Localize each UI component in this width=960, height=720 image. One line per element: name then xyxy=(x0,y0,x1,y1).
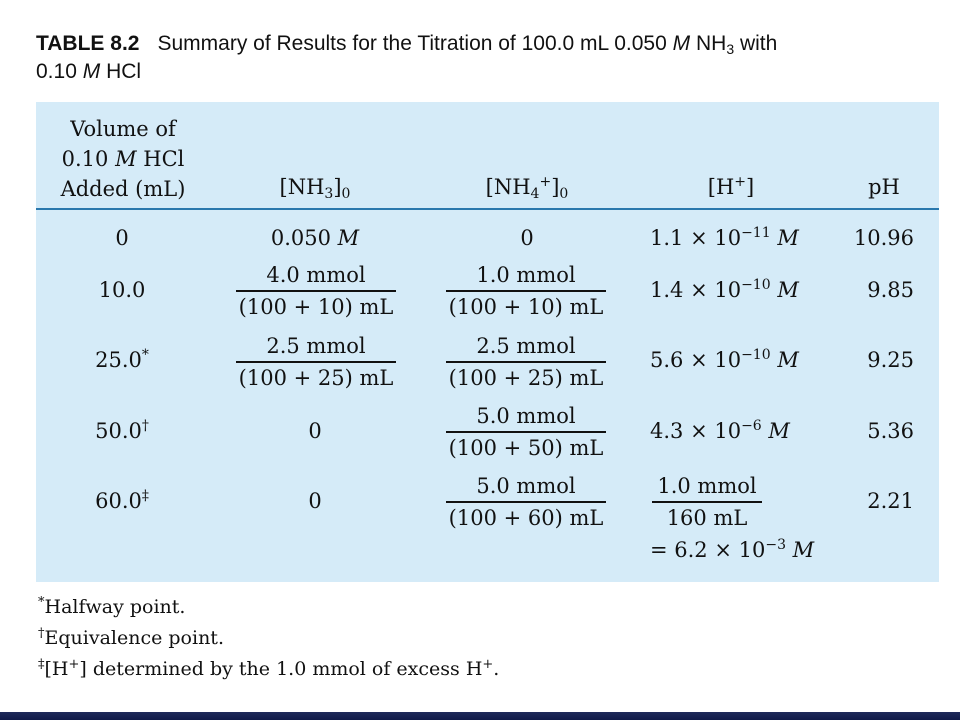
row3-nh4-fraction xyxy=(446,331,606,393)
row1-volume-value: 0 xyxy=(115,226,129,250)
header-nh3-subscript: 3 xyxy=(324,186,334,202)
table-caption xyxy=(36,30,916,86)
row4-h-unit: M xyxy=(768,419,790,443)
footnote-halfway-mark: * xyxy=(38,595,45,610)
row2-nh3-numerator: 4.0 mmol xyxy=(266,263,366,287)
row2-h-unit: M xyxy=(777,278,799,302)
row5-volume-mark: ‡ xyxy=(141,488,149,504)
footnote-equivalence-mark: † xyxy=(38,626,45,641)
header-nh4-subscript: 4 xyxy=(530,186,540,202)
slide-bottom-bar xyxy=(0,712,960,720)
header-nh3-initial: 0 xyxy=(341,186,351,202)
row3-nh3-fraction xyxy=(236,331,396,393)
table-footnotes xyxy=(38,592,499,685)
row4-nh3: 0 xyxy=(308,419,322,443)
row5-volume xyxy=(82,486,162,516)
footnote-excess xyxy=(38,654,499,685)
row3-nh3-numerator: 2.5 mmol xyxy=(266,334,366,358)
row5-h-fraction xyxy=(652,471,762,533)
row3-volume xyxy=(82,345,162,375)
row5-nh4-denominator: (100 + 60) mL xyxy=(448,505,604,530)
header-nh4-charge: + xyxy=(539,174,552,190)
header-nh3-close: ] xyxy=(333,175,342,199)
row3-ph: 9.25 xyxy=(867,348,914,372)
row2-h xyxy=(650,275,799,305)
row5-ph: 2.21 xyxy=(867,489,914,513)
caption-line2-rest: HCl xyxy=(106,60,142,83)
footnote-excess-text-end: . xyxy=(493,658,500,680)
row3-volume-value: 25.0 xyxy=(95,348,142,372)
caption-title-part1: Summary of Results for the Titration of 100.0 mL 0.050 xyxy=(157,32,667,55)
row2-h-base: 1.4 × 10 xyxy=(650,278,742,302)
row1-ph: 10.96 xyxy=(853,226,914,250)
row3-h-unit: M xyxy=(777,348,799,372)
row3-volume-mark: * xyxy=(141,347,149,363)
row1-nh4: 0 xyxy=(520,226,534,250)
row2-nh4-denominator: (100 + 10) mL xyxy=(448,294,604,319)
row4-h-exponent: −6 xyxy=(741,418,762,434)
row1-h xyxy=(650,223,799,253)
header-volume xyxy=(58,114,188,204)
footnote-excess-charge2: + xyxy=(482,657,494,672)
table-label: TABLE 8.2 xyxy=(36,32,140,55)
row4-ph: 5.36 xyxy=(867,419,914,443)
row4-h xyxy=(650,416,790,446)
header-volume-line2-value: 0.10 xyxy=(61,147,109,171)
row3-nh4-denominator: (100 + 25) mL xyxy=(448,365,604,390)
row5-h-base: = 6.2 × 10 xyxy=(650,538,766,562)
header-nh4-close: ] xyxy=(551,175,560,199)
row4-volume-value: 50.0 xyxy=(95,419,142,443)
header-volume-line2-unit: M xyxy=(115,147,137,171)
row2-volume-value: 10.0 xyxy=(98,278,146,302)
footnote-halfway-text: Halfway point. xyxy=(44,596,186,618)
results-table xyxy=(36,102,939,582)
header-volume-line3: Added (mL) xyxy=(60,177,186,201)
row2-nh3-fraction xyxy=(236,260,396,322)
header-volume-line2-rest: HCl xyxy=(143,147,185,171)
row4-nh4-numerator: 5.0 mmol xyxy=(476,404,576,428)
header-h xyxy=(656,172,806,202)
header-nh4-open: [NH xyxy=(485,175,531,199)
header-volume-line1: Volume of xyxy=(70,117,176,141)
footnote-excess-mark: ‡ xyxy=(38,657,45,672)
row4-nh4-denominator: (100 + 50) mL xyxy=(448,435,604,460)
header-volume-line2 xyxy=(58,144,188,174)
row1-h-unit: M xyxy=(777,226,799,250)
header-h-charge: + xyxy=(734,174,747,190)
header-nh4 xyxy=(452,172,602,202)
caption-title-part2: NH xyxy=(695,32,727,55)
row5-h-result xyxy=(650,535,814,565)
row1-nh3 xyxy=(240,223,390,253)
row3-nh3-denominator: (100 + 25) mL xyxy=(238,365,394,390)
header-nh3 xyxy=(240,172,390,202)
row3-h-exponent: −10 xyxy=(741,347,771,363)
row5-h-unit: M xyxy=(792,538,815,562)
caption-unit-molar-1: M xyxy=(672,32,691,55)
row4-volume xyxy=(82,416,162,446)
header-h-close: ] xyxy=(746,175,755,199)
row2-nh4-numerator: 1.0 mmol xyxy=(476,263,576,287)
caption-title-part3: with xyxy=(739,32,778,55)
footnote-halfway xyxy=(38,592,499,623)
header-nh3-open: [NH xyxy=(279,175,325,199)
footnote-excess-charge: + xyxy=(68,657,80,672)
header-h-open: [H xyxy=(707,175,735,199)
row5-h-exponent: −3 xyxy=(765,537,786,553)
caption-line2-value: 0.10 xyxy=(36,60,77,83)
row4-h-base: 4.3 × 10 xyxy=(650,419,742,443)
row5-nh4-fraction xyxy=(446,471,606,533)
footnote-equivalence-text: Equivalence point. xyxy=(44,627,224,649)
row1-nh3-unit: M xyxy=(337,226,360,250)
row2-volume xyxy=(82,275,162,305)
row2-h-exponent: −10 xyxy=(741,277,771,293)
row4-nh4-fraction xyxy=(446,401,606,463)
row3-h-base: 5.6 × 10 xyxy=(650,348,742,372)
footnote-equivalence xyxy=(38,623,499,654)
row1-h-base: 1.1 × 10 xyxy=(650,226,742,250)
row5-h-numerator: 1.0 mmol xyxy=(657,474,757,498)
header-nh4-initial: 0 xyxy=(559,186,569,202)
row5-h-denominator: 160 mL xyxy=(666,505,748,530)
row5-volume-value: 60.0 xyxy=(95,489,142,513)
header-divider xyxy=(36,208,939,210)
row2-nh3-denominator: (100 + 10) mL xyxy=(238,294,394,319)
header-ph: pH xyxy=(868,175,900,199)
caption-unit-molar-2: M xyxy=(82,60,101,83)
footnote-excess-text-before: [H xyxy=(44,658,69,680)
row5-nh3: 0 xyxy=(308,489,322,513)
row5-nh4-numerator: 5.0 mmol xyxy=(476,474,576,498)
row1-h-exponent: −11 xyxy=(741,225,771,241)
row1-nh3-value: 0.050 xyxy=(270,226,331,250)
row4-volume-mark: † xyxy=(141,418,149,434)
row2-ph: 9.85 xyxy=(867,278,914,302)
row1-volume xyxy=(82,223,162,253)
caption-title-subscript: 3 xyxy=(726,41,735,57)
row2-nh4-fraction xyxy=(446,260,606,322)
row3-h xyxy=(650,345,799,375)
row3-nh4-numerator: 2.5 mmol xyxy=(476,334,576,358)
footnote-excess-text-after: ] determined by the 1.0 mmol of excess H xyxy=(79,658,483,680)
